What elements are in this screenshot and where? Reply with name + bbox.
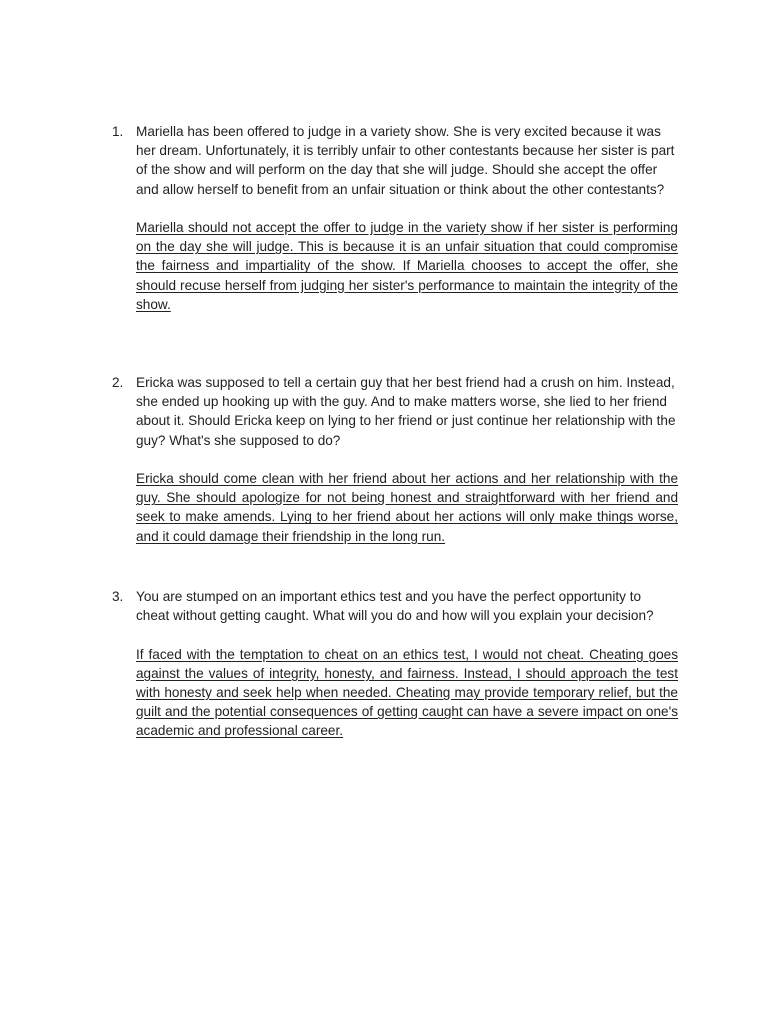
- question-number: 1.: [112, 124, 124, 139]
- question-body: [136, 373, 678, 546]
- answer-text: Ericka should come clean with her friend about her actions and her relationship with the guy. She should apologize for not being honest and straightforward with her friend and seek to make amends. Lying to her friend about her actions will only make things worse, and it could damage their friendship in the long run.: [136, 471, 678, 544]
- question-body: [136, 587, 678, 741]
- question-text: Ericka was supposed to tell a certain guy that her best friend had a crush on him. Instead, she ended up hooking up with the guy. And to make matters worse, she lied to her friend about it. Should Ericka keep on lying to her friend or just continue her relationship with the guy? What's she supposed to do?: [136, 375, 676, 448]
- question-number: 3.: [112, 589, 124, 604]
- question-text: You are stumped on an important ethics test and you have the perfect opportunity to cheat without getting caught. What will you do and how will you explain your decision?: [136, 589, 654, 624]
- question-number: 2.: [112, 375, 124, 390]
- answer-text: Mariella should not accept the offer to judge in the variety show if her sister is performing on the day she will judge. This is because it is an unfair situation that could compromise the fairness and impartiality of the show. If Mariella chooses to accept the offer, she should recuse herself from judging her sister's performance to maintain the integrity of the show.: [136, 220, 678, 312]
- question-text: Mariella has been offered to judge in a variety show. She is very excited because it was her dream. Unfortunately, it is terribly unfair to other contestants because her sister is part of the show and will perform on the day that she will judge. Should she accept the offer and allow herself to benefit from an unfair situation or think about the other contestants?: [136, 124, 675, 197]
- question-body: [136, 122, 678, 314]
- answer-text: If faced with the temptation to cheat on an ethics test, I would not cheat. Cheating goes against the values of integrity, honesty, and fairness. Instead, I should approach the test with honesty and seek help when needed. Cheating may provide temporary relief, but the guilt and the potential consequences of getting caught can have a severe impact on one's academic and professional career.: [136, 646, 678, 739]
